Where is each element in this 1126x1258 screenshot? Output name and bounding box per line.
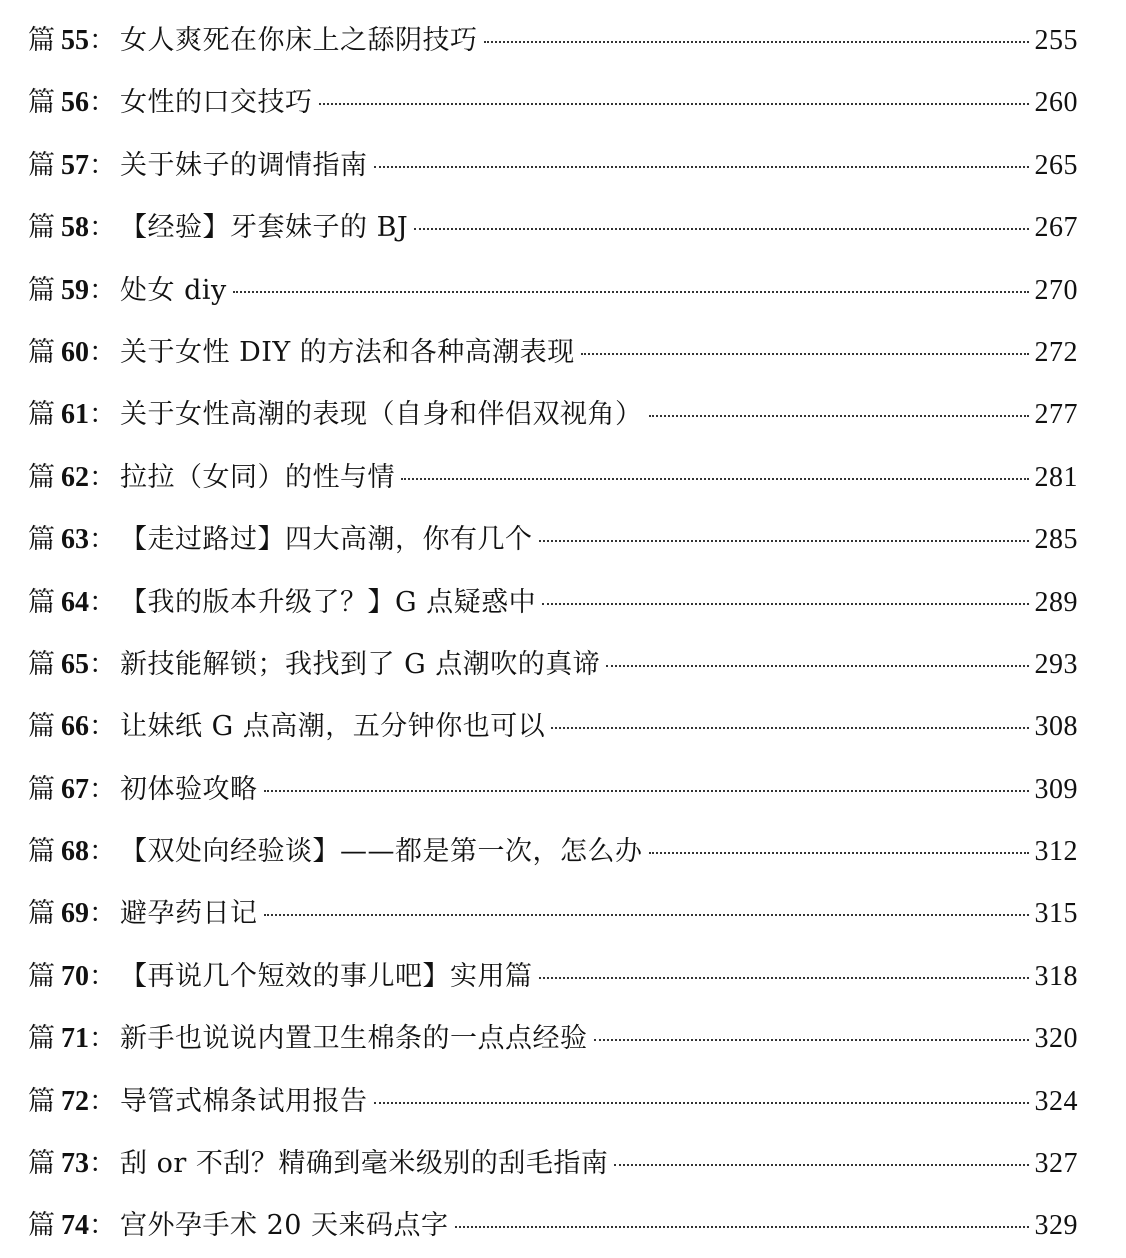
entry-colon: ：	[89, 960, 116, 992]
entry-colon: ：	[89, 1148, 116, 1180]
entry-number: 72	[61, 1085, 89, 1117]
dot-leader	[539, 538, 1029, 542]
entry-number: 66	[61, 711, 89, 743]
entry-colon: ：	[89, 1023, 116, 1055]
page-number[interactable]: 308	[1034, 711, 1078, 743]
dot-leader	[551, 725, 1028, 729]
entry-title[interactable]: 【经验】牙套妹子的 BJ	[120, 212, 409, 244]
toc-entry[interactable]	[28, 572, 1078, 634]
entry-number: 69	[61, 898, 89, 930]
entry-number: 74	[61, 1210, 89, 1242]
toc-entry[interactable]	[28, 1008, 1078, 1070]
entry-prefix: 篇	[28, 586, 55, 618]
entry-title[interactable]: 【我的版本升级了？】G 点疑惑中	[120, 586, 537, 618]
page-number[interactable]: 312	[1034, 836, 1078, 868]
entry-colon: ：	[89, 212, 116, 244]
page-number[interactable]: 260	[1034, 87, 1078, 119]
page-number[interactable]: 293	[1034, 648, 1078, 680]
toc-entry[interactable]	[28, 72, 1078, 134]
toc-entry[interactable]	[28, 384, 1078, 446]
entry-title[interactable]: 刮 or 不刮？精确到毫米级别的刮毛指南	[120, 1148, 609, 1180]
page-number[interactable]: 265	[1034, 149, 1078, 181]
entry-title[interactable]: 避孕药日记	[120, 898, 258, 930]
dot-leader	[649, 850, 1029, 854]
page-number[interactable]: 270	[1034, 274, 1078, 306]
entry-prefix: 篇	[28, 711, 55, 743]
entry-colon: ：	[89, 836, 116, 868]
page-number[interactable]: 309	[1034, 773, 1078, 805]
page-number[interactable]: 324	[1034, 1085, 1078, 1117]
page-number[interactable]: 327	[1034, 1148, 1078, 1180]
dot-leader	[484, 39, 1029, 43]
entry-colon: ：	[89, 274, 116, 306]
dot-leader	[233, 289, 1029, 293]
dot-leader	[374, 164, 1029, 168]
entry-number: 57	[61, 149, 89, 181]
page-number[interactable]: 315	[1034, 898, 1078, 930]
dot-leader	[319, 101, 1029, 105]
entry-number: 61	[61, 399, 89, 431]
entry-prefix: 篇	[28, 25, 55, 56]
toc-entry[interactable]	[28, 634, 1078, 696]
toc-entry[interactable]	[28, 509, 1078, 571]
entry-colon: ：	[89, 524, 116, 556]
entry-number: 71	[61, 1023, 89, 1055]
entry-number: 58	[61, 212, 89, 244]
entry-title[interactable]: 关于女性高潮的表现（自身和伴侣双视角）	[120, 399, 643, 431]
toc-entry[interactable]	[28, 10, 1078, 72]
entry-number: 60	[61, 336, 89, 368]
entry-colon: ：	[89, 711, 116, 743]
entry-colon: ：	[89, 87, 116, 119]
entry-prefix: 篇	[28, 836, 55, 868]
entry-number: 68	[61, 836, 89, 868]
entry-colon: ：	[89, 336, 116, 368]
dot-leader	[594, 1037, 1029, 1041]
entry-title[interactable]: 女人爽死在你床上之舔阴技巧	[120, 25, 478, 56]
toc-entry[interactable]	[28, 322, 1078, 384]
toc-entry[interactable]	[28, 883, 1078, 945]
entry-title[interactable]: 关于妹子的调情指南	[120, 149, 368, 181]
entry-number: 62	[61, 461, 89, 493]
entry-title[interactable]: 【走过路过】四大高潮，你有几个	[120, 524, 533, 556]
toc-entry[interactable]	[28, 759, 1078, 821]
entry-prefix: 篇	[28, 773, 55, 805]
entry-colon: ：	[89, 1210, 116, 1242]
dot-leader	[264, 788, 1029, 792]
page-number[interactable]: 329	[1034, 1210, 1078, 1242]
dot-leader	[414, 226, 1028, 230]
page-number[interactable]: 255	[1034, 25, 1078, 56]
dot-leader	[581, 351, 1029, 355]
entry-title[interactable]: 【再说几个短效的事儿吧】实用篇	[120, 960, 533, 992]
entry-prefix: 篇	[28, 898, 55, 930]
entry-title[interactable]: 处女 diy	[120, 274, 227, 306]
entry-colon: ：	[89, 1085, 116, 1117]
entry-colon: ：	[89, 648, 116, 680]
entry-title[interactable]: 让妹纸 G 点高潮，五分钟你也可以	[120, 711, 546, 743]
entry-number: 70	[61, 960, 89, 992]
entry-title[interactable]: 拉拉（女同）的性与情	[120, 461, 395, 493]
entry-title[interactable]: 导管式棉条试用报告	[120, 1085, 368, 1117]
page-number[interactable]: 281	[1034, 461, 1078, 493]
entry-number: 73	[61, 1148, 89, 1180]
entry-title[interactable]: 【双处向经验谈】——都是第一次，怎么办	[120, 836, 643, 868]
dot-leader	[401, 476, 1029, 480]
entry-prefix: 篇	[28, 461, 55, 493]
entry-colon: ：	[89, 399, 116, 431]
entry-prefix: 篇	[28, 1148, 55, 1180]
entry-title[interactable]: 新技能解锁；我找到了 G 点潮吹的真谛	[120, 648, 601, 680]
entry-number: 67	[61, 773, 89, 805]
dot-leader	[649, 413, 1029, 417]
entry-prefix: 篇	[28, 1210, 55, 1242]
entry-title[interactable]: 女性的口交技巧	[120, 87, 313, 119]
entry-prefix: 篇	[28, 1023, 55, 1055]
toc-entry[interactable]	[28, 260, 1078, 322]
entry-title[interactable]: 宫外孕手术 20 天来码点字	[120, 1210, 449, 1242]
toc-entry[interactable]	[28, 197, 1078, 259]
page-number[interactable]: 277	[1034, 399, 1078, 431]
dot-leader	[374, 1100, 1029, 1104]
page-number[interactable]: 320	[1034, 1023, 1078, 1055]
page-number[interactable]: 289	[1034, 586, 1078, 618]
toc-entry[interactable]	[28, 1071, 1078, 1133]
toc-entry[interactable]	[28, 696, 1078, 758]
dot-leader	[264, 912, 1029, 916]
entry-number: 55	[61, 25, 89, 56]
entry-number: 56	[61, 87, 89, 119]
entry-prefix: 篇	[28, 399, 55, 431]
entry-colon: ：	[89, 773, 116, 805]
page-number[interactable]: 318	[1034, 960, 1078, 992]
toc-entry[interactable]	[28, 821, 1078, 883]
entry-prefix: 篇	[28, 336, 55, 368]
page-number[interactable]: 285	[1034, 524, 1078, 556]
page-number[interactable]: 272	[1034, 336, 1078, 368]
toc-entry[interactable]	[28, 447, 1078, 509]
entry-prefix: 篇	[28, 524, 55, 556]
entry-colon: ：	[89, 149, 116, 181]
entry-title[interactable]: 新手也说说内置卫生棉条的一点点经验	[120, 1023, 588, 1055]
entry-prefix: 篇	[28, 87, 55, 119]
table-of-contents	[28, 10, 1078, 1258]
dot-leader	[614, 1162, 1028, 1166]
entry-prefix: 篇	[28, 212, 55, 244]
entry-prefix: 篇	[28, 149, 55, 181]
entry-number: 63	[61, 524, 89, 556]
toc-entry[interactable]	[28, 1195, 1078, 1257]
toc-entry[interactable]	[28, 1133, 1078, 1195]
entry-title[interactable]: 关于女性 DIY 的方法和各种高潮表现	[120, 336, 575, 368]
toc-entry[interactable]	[28, 135, 1078, 197]
entry-title[interactable]: 初体验攻略	[120, 773, 258, 805]
toc-entry[interactable]	[28, 946, 1078, 1008]
dot-leader	[606, 663, 1028, 667]
entry-prefix: 篇	[28, 648, 55, 680]
entry-prefix: 篇	[28, 1085, 55, 1117]
page-number[interactable]: 267	[1034, 212, 1078, 244]
entry-number: 64	[61, 586, 89, 618]
entry-colon: ：	[89, 898, 116, 930]
dot-leader	[542, 601, 1028, 605]
entry-prefix: 篇	[28, 960, 55, 992]
entry-colon: ：	[89, 25, 116, 56]
dot-leader	[539, 975, 1029, 979]
entry-colon: ：	[89, 461, 116, 493]
entry-colon: ：	[89, 586, 116, 618]
dot-leader	[455, 1224, 1029, 1228]
entry-number: 65	[61, 648, 89, 680]
entry-prefix: 篇	[28, 274, 55, 306]
entry-number: 59	[61, 274, 89, 306]
